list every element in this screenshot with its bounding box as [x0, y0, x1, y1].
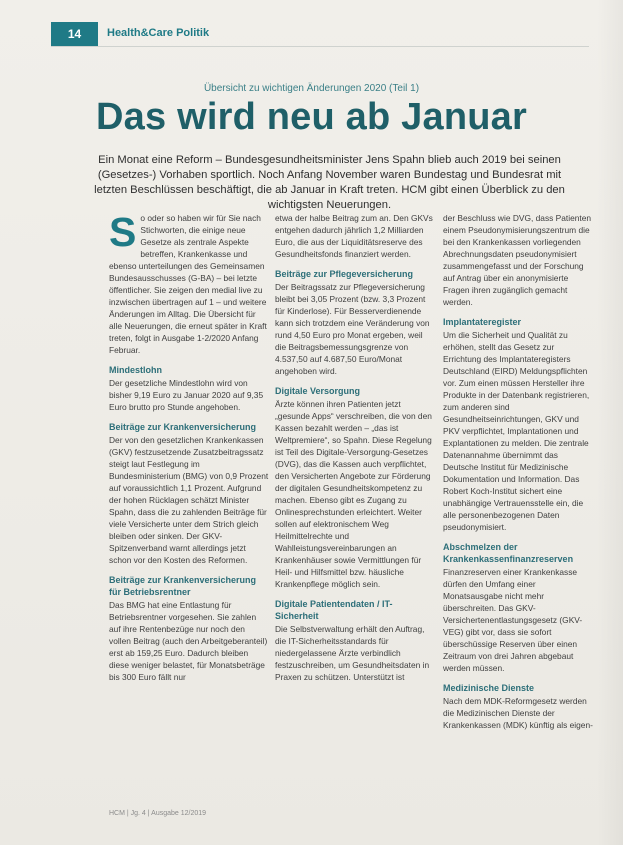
paragraph-implantateregister: Um die Sicherheit und Qualität zu erhöhen, stellt das Gesetz zur Errichtung des Implantateregisters Deutschland (EIRD) Meldungspflichten vor. Zum einen müssen Hersteller ihre Produkte in der Datenbank registrieren, zum anderen sind Gesundheitseinrichtungen, GKV und PKV verpflichtet, Implantationen und Explantationen zu melden. Die zentrale Datenannahme übernimmt das Deutsche Institut für Medizinische Dokumentation und Information. Das Robert Koch-Institut sichert eine unabhängige Vertrauensstelle ein, die alle personenbezogenen Daten pseudonymisiert. — [443, 330, 590, 532]
page-edge-shadow — [597, 0, 623, 845]
article-lead: Ein Monat eine Reform – Bundesgesundheitsminister Jens Spahn blieb auch 2019 bei seinen (Gesetzes-) Vorhaben sportlich. Noch Anfang November waren Bundestag und Bundesrat mit letzten Beschlüssen beschäftigt, die ab Januar in Kraft treten. HCM gibt einen Überblick zu den wichtigsten Neuerungen. — [94, 154, 565, 211]
paragraph-patientendaten: Die Selbstverwaltung erhält den Auftrag, die IT-Sicherheitsstandards für niedergelassene Ärzte verbindlich festzuschreiben, um Gesundheitsdaten in Praxen zu schützen. Unterstützt ist — [275, 624, 430, 682]
paragraph-digitale-versorgung: Ärzte können ihren Patienten jetzt „gesunde Apps“ verschreiben, die von den Kassen bezahlt werden – „das ist Weltpremiere“, so Spahn. Diese Regelung ist Teil des Digitale-Versorgung-Gesetzes (DVG), das die Kassen auch verpflichtet, den Versicherten Angebote zur Förderung der digitalen Gesundheitskompetenz zu machen. Ebenso gibt es Zugang zu Onlinesprechstunden erleichtert. Weiter sollen auf elektronischem Weg Heilmittelrechte und Wahlleistungsvereinbarungen an Krankenhäuser sowie Vermittlungen für Heil- und Hilfsmittel bzw. häusliche Krankenpflege möglich sein. — [275, 399, 432, 589]
subhead-betriebsrentner: Beiträge zur Krankenversicherung für Betriebsrentner — [109, 575, 257, 597]
paragraph-continued-3: der Beschluss wie DVG, dass Patienten einem Pseudonymisierungszentrum die bei den Krankenkassen vorliegenden Abrechnungsdaten pseudonymisiert zusammengefasst und der Forschung auf Antrag über ein anonymisierte Fragen ihren zugänglich gemacht werden. — [443, 213, 592, 307]
drop-cap: S — [109, 209, 137, 255]
paragraph-continued: etwa der halbe Beitrag zum an. Den GKVs entgehen dadurch jährlich 1,2 Milliarden Euro, die aus der Liquiditätsreserve des Gesundheitsfonds finanziert werden. — [275, 213, 433, 259]
column-1 — [109, 209, 269, 683]
article-kicker: Übersicht zu wichtigen Änderungen 2020 (Teil 1) — [203, 83, 420, 94]
section-label: Health&Care Politik — [107, 27, 210, 39]
column-2 — [275, 212, 435, 683]
paragraph-finanzreserven: Finanzreserven einer Krankenkasse dürfen den Umfang einer Monatsausgabe nicht mehr überschreiten. Das GKV-Versichertenentlastungsgesetz (GKV-VEG) gibt vor, dass sie sofort überschüssige Reserven über einen Zeitraum von drei Jahren abgebaut werden müssen. — [443, 567, 583, 673]
subhead-digitale-versorgung: Digitale Versorgung — [275, 386, 361, 396]
page-footer: HCM | Jg. 4 | Ausgabe 12/2019 — [109, 810, 207, 817]
intro-paragraph — [109, 209, 269, 356]
subhead-medizinische-dienste: Medizinische Dienste — [443, 683, 535, 693]
subhead-krankenversicherung: Beiträge zur Krankenversicherung — [109, 422, 257, 432]
paragraph-mindestlohn: Der gesetzliche Mindestlohn wird von bisher 9,19 Euro zu Januar 2020 auf 9,35 Euro brutto pro Stunde angehoben. — [109, 378, 264, 412]
header-divider — [51, 46, 589, 47]
subhead-patientendaten: Digitale Patientendaten / IT-Sicherheit — [275, 599, 393, 621]
paragraph-pflegeversicherung: Der Beitragssatz zur Pflegeversicherung bleibt bei 3,05 Prozent (bzw. 3,3 Prozent für Kinderlose). Für Besserverdienende kann sich trotzdem eine Veränderung von rund 4,50 Euro pro Monat ergeben, weil die Beitragsbemessungsgrenze von 4.537,50 auf 4.687,50 Euro/Monat angehoben wird. — [275, 282, 430, 376]
subhead-pflegeversicherung: Beiträge zur Pflegeversicherung — [275, 269, 414, 279]
paragraph-medizinische-dienste: Nach dem MDK-Reformgesetz werden die Medizinischen Dienste der Krankenkassen (MDK) künftig als eigen- — [443, 696, 593, 730]
subhead-finanzreserven: Abschmelzen der Krankenkassenfinanzreserven — [443, 542, 574, 564]
column-3 — [443, 212, 594, 731]
paragraph-krankenversicherung: Der von den gesetzlichen Krankenkassen (GKV) festzusetzende Zusatzbeitragssatz steigt laut Festlegung im Bundesministerium (BMG) von 0,9 Prozent auf voraussichtlich 1,1 Prozent. Aufgrund der hohen Rücklagen schätzt Minister Spahn, dass die zu zahlenden Beiträge für viele Versicherte unter dem Strich gleich bleiben oder sinken. Der GKV-Spitzenverband warnt allerdings jetzt schon vor den Kosten des Reformen. — [109, 435, 269, 565]
page-number-badge — [51, 22, 98, 46]
page-number: 14 — [67, 27, 82, 41]
subhead-implantateregister: Implantateregister — [443, 317, 522, 327]
article-title: Das wird neu ab Januar — [96, 96, 527, 138]
subhead-mindestlohn: Mindestlohn — [109, 365, 162, 375]
intro-text: o oder so haben wir für Sie nach Stichworten, die einige neue Gesetze als zentrale Aspekte betreffen, Krankenkasse und ebenso unterteilungen des Gemeinsamen Bundesausschusses (G-BA) – bei letzte öffentlicher. Sie zeigen den medial live zu inzwischen übertragen auf 1 – und weitere Änderungen im Alltag. Die Übersicht für alle Neuerungen, die erneut später in Kraft treten, folgt in Ausgabe 1-2/2020 Anfang Februar. — [109, 213, 267, 355]
paragraph-betriebsrentner: Das BMG hat eine Entlastung für Betriebsrentner vorgesehen. Sie zahlen auf ihre Rentenbezüge nur noch den vollen Beitrag (auch den Arbeitgeberanteil) erst ab 159,25 Euro. Dadurch bleiben diese weniger belastet, für Monatsbeträge bis 300 Euro fällt nur — [109, 600, 268, 682]
